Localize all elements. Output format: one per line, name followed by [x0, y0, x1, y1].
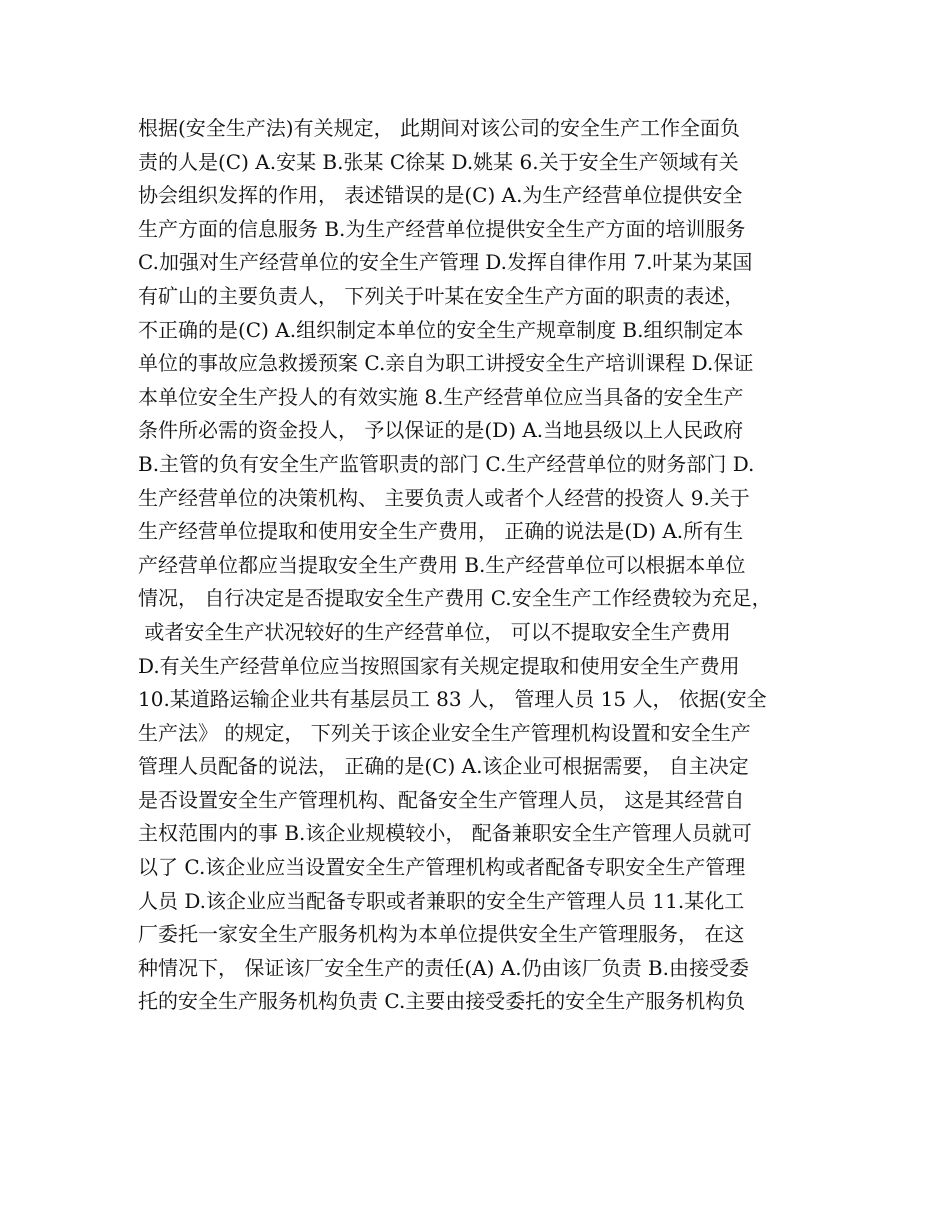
text-line: 根据(安全生产法)有关规定， 此期间对该公司的安全生产工作全面负	[138, 116, 740, 140]
text-line: 是否设置安全生产管理机构、配备安全生产管理人员， 这是其经营自	[138, 787, 745, 812]
text-line: 责的人是(C) A.安某 B.张某 C徐某 D.姚某 6.关于安全生产领域有关	[138, 149, 739, 174]
text-line: 种情况下， 保证该厂安全生产的责任(A) A.仍由该厂负责 B.由接受委	[138, 955, 749, 980]
body-text	[138, 112, 818, 1019]
text-line: 不正确的是(C) A.组织制定本单位的安全生产规章制度 B.组织制定本	[138, 317, 744, 342]
text-line: 主权范围内的事 B.该企业规模较小， 配备兼职安全生产管理人员就可	[138, 821, 752, 846]
text-line: 人员 D.该企业应当配备专职或者兼职的安全生产管理人员 11.某化工	[138, 888, 745, 913]
text-line: 本单位安全生产投人的有效实施 8.生产经营单位应当具备的安全生产	[138, 384, 744, 409]
text-line: 管理人员配备的说法， 正确的是(C) A.该企业可根据需要， 自主决定	[138, 754, 749, 779]
text-line: 托的安全生产服务机构负责 C.主要由接受委托的安全生产服务机构负	[138, 989, 746, 1014]
text-line: 厂委托一家安全生产服务机构为本单位提供安全生产管理服务， 在这	[138, 922, 745, 947]
text-line: 单位的事故应急救援预案 C.亲自为职工讲授安全生产培训课程 D.保证	[138, 351, 754, 376]
text-line: 条件所必需的资金投人， 予以保证的是(D) A.当地县级以上人民政府	[138, 418, 744, 443]
text-line: 生产经营单位的决策机构、 主要负责人或者个人经营的投资人 9.关于	[138, 485, 750, 510]
text-line: 产经营单位都应当提取安全生产费用 B.生产经营单位可以根据本单位	[138, 552, 746, 577]
text-line: D.有关生产经营单位应当按照国家有关规定提取和使用安全生产费用	[138, 653, 740, 678]
text-line: 或者安全生产状况较好的生产经营单位， 可以不提取安全生产费用	[138, 619, 731, 644]
text-line: 生产法》 的规定， 下列关于该企业安全生产管理机构设置和安全生产	[138, 720, 751, 745]
text-line: C.加强对生产经营单位的安全生产管理 D.发挥自律作用 7.叶某为某国	[138, 250, 753, 275]
text-line: 生产方面的信息服务 B.为生产经营单位提供安全生产方面的培训服务	[138, 216, 746, 241]
text-line: 有矿山的主要负责人， 下列关于叶某在安全生产方面的职责的表述，	[138, 283, 745, 308]
text-line: 协会组织发挥的作用， 表述错误的是(C) A.为生产经营单位提供安全	[138, 183, 743, 208]
text-line: 以了 C.该企业应当设置安全生产管理机构或者配备专职安全生产管理	[138, 855, 746, 880]
text-line: 情况， 自行决定是否提取安全生产费用 C.安全生产工作经费较为充足，	[138, 586, 772, 611]
text-line: 生产经营单位提取和使用安全生产费用， 正确的说法是(D) A.所有生	[138, 519, 744, 544]
text-line: B.主管的负有安全生产监管职责的部门 C.生产经营单位的财务部门 D.	[138, 451, 755, 476]
text-line: 10.某道路运输企业共有基层员工 83 人， 管理人员 15 人， 依据(安全	[138, 687, 767, 712]
